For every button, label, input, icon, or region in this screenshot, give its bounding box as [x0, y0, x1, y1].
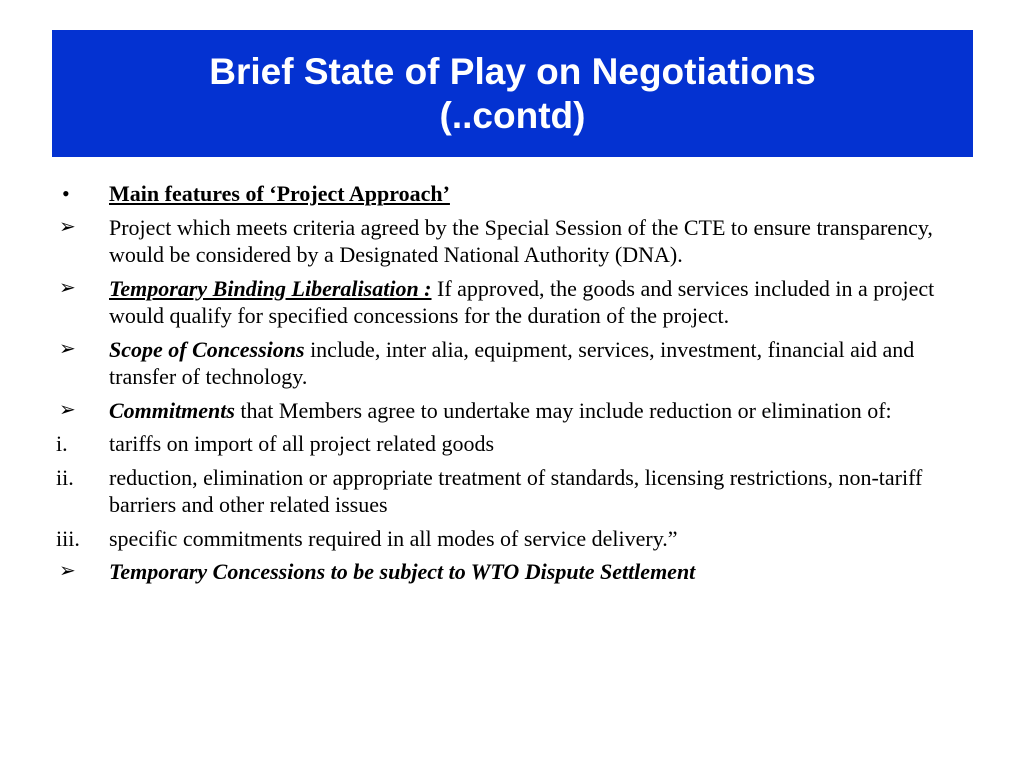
item-text: Project which meets criteria agreed by the Special Session of the CTE to ensure transparency, would be considered by a Designated National Authority (DNA). [109, 214, 933, 267]
item-text: include, inter alia, equipment, services, investment, financial aid and transfer of technology. [109, 336, 915, 389]
roman-numeral-marker: i. [56, 431, 68, 456]
list-item-temporary-binding [56, 275, 966, 330]
roman-numeral-marker: iii. [56, 525, 80, 551]
item-lead: Temporary Binding Liberalisation : [109, 275, 432, 301]
item-text: specific commitments required in all modes of service delivery.” [109, 525, 678, 551]
slide-title-line-1: Brief State of Play on Negotiations [209, 50, 816, 92]
list-item-i [56, 430, 966, 458]
arrowhead-bullet-icon: ➢ [59, 276, 76, 299]
item-text: that Members agree to undertake may include reduction or elimination of: [234, 397, 892, 423]
item-text: reduction, elimination or appropriate treatment of standards, licensing restrictions, non-tariff barriers and other related issues [109, 464, 923, 517]
arrowhead-bullet-icon: ➢ [59, 337, 76, 360]
arrowhead-bullet-icon: ➢ [59, 215, 76, 238]
list-item-project [56, 214, 966, 269]
list-item-main-features [56, 180, 966, 208]
item-text: If approved, the goods and services included in a project would qualify for specified concessions for the duration of the project. [109, 275, 935, 328]
title-band [52, 30, 973, 157]
round-bullet-icon: • [62, 181, 70, 206]
item-lead: Temporary Concessions to be subject to WTO Dispute Settlement [109, 559, 696, 584]
arrowhead-bullet-icon: ➢ [59, 398, 76, 421]
list-item-dispute-settlement [56, 558, 966, 586]
item-lead: Commitments [109, 397, 235, 423]
list-item-iii [56, 525, 966, 553]
item-text: tariffs on import of all project related goods [109, 431, 495, 456]
slide-body [56, 180, 966, 592]
roman-numeral-marker: ii. [56, 464, 74, 490]
item-heading: Main features of ‘Project Approach’ [109, 181, 450, 206]
list-item-commitments [56, 397, 966, 425]
list-item-ii [56, 464, 966, 519]
item-lead: Scope of Concessions [109, 336, 305, 362]
slide-title-line-2: (..contd) [439, 94, 586, 136]
arrowhead-bullet-icon: ➢ [59, 560, 76, 582]
list-item-scope [56, 336, 966, 391]
